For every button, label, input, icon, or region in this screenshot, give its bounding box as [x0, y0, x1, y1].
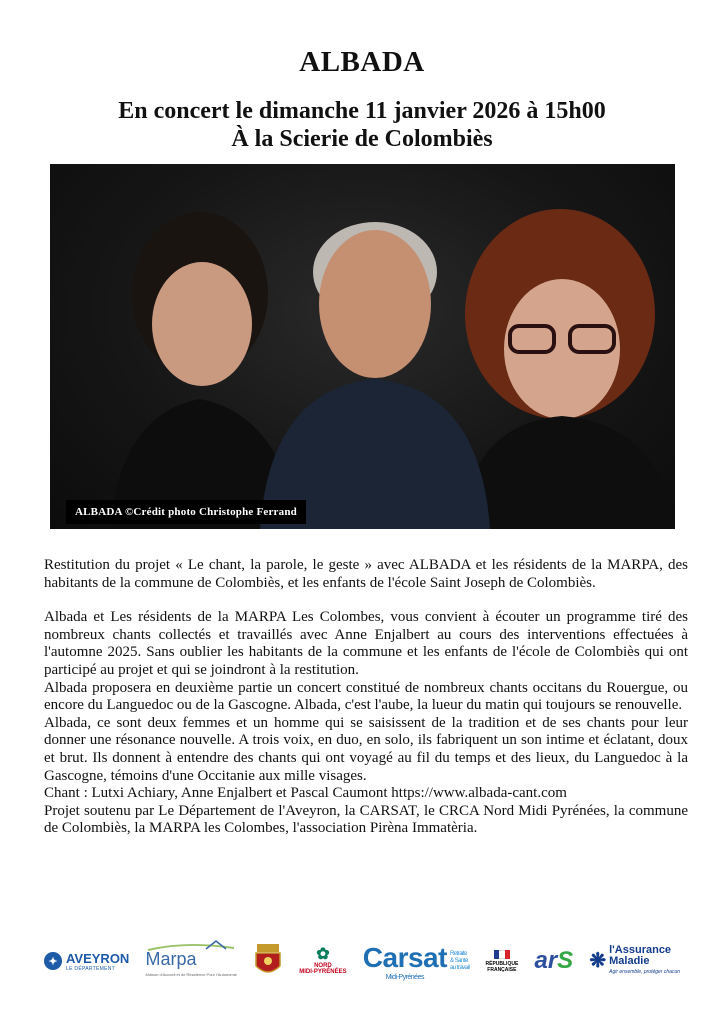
- event-venue: À la Scierie de Colombiès: [231, 126, 493, 152]
- paragraph-concert: Albada proposera en deuxième partie un concert constitué de nombreux chants occitans du Rouergue, ou encore du Languedoc ou de la Gascogne. Albada, c'est l'aube, la lueur du matin qui toujours se renouvelle.: [44, 679, 688, 714]
- carsat-logo: [363, 942, 470, 981]
- carsat-side-3: au travail: [449, 964, 470, 971]
- aveyron-logo: [44, 951, 129, 972]
- paragraph-restitution: Restitution du projet « Le chant, la parole, le geste » avec ALBADA et les résidents de la MARPA, des habitants de la commune de Colombiès, et les enfants de l'école Saint Joseph de Colombiès.: [44, 557, 688, 591]
- paragraph-description: Albada, ce sont deux femmes et un homme qui se saisissent de la tradition et de ses chants pour leur donner une résonance nouvelle. A trois voix, en duo, en solo, ils fabriquent un son intime et éclatant, doux et brut. Ils donnent à entendre des chants qui ont voyagé au fil du temps et des lieux, du Languedoc à la Gascogne, témoins d'une Occitanie aux mille visages.: [44, 714, 688, 784]
- rf-line2: FRANÇAISE: [487, 966, 517, 973]
- carsat-label: Carsat: [362, 941, 447, 973]
- marpa-tagline: Maison d'Accueil et de Résidence Pour l'Autonomie: [145, 972, 237, 977]
- rf-line1: RÉPUBLIQUE: [485, 960, 519, 967]
- ars-label: ar: [534, 947, 558, 974]
- paragraph-sponsors: Projet soutenu par Le Département de l'Aveyron, la CARSAT, le CRCA Nord Midi Pyrénées, la commune de Colombiès, la MARPA les Colombes, l'association Pirèna Immatèria.: [44, 802, 688, 837]
- group-photo: [50, 164, 675, 529]
- ars-logo: [534, 947, 573, 975]
- marpa-label: Marpa: [145, 949, 197, 969]
- event-subtitle: [0, 97, 724, 153]
- article-body: [44, 557, 688, 838]
- credit-agricole-logo: [299, 947, 346, 975]
- paragraph-programme: Albada et Les résidents de la MARPA Les Colombes, vous convient à écouter un programme tiré des nombreux chants collectés et travaillés avec Anne Enjalbert au cours des interventions effectuées à l'automne 2025. Sans oublier les habitants de la commune et les enfants de l'école de Colombiès qui ont participé au projet et qui se joindront à la restitution.: [44, 609, 688, 678]
- am-line1: l'Assurance: [609, 943, 672, 956]
- aveyron-mark-icon: ✦: [44, 952, 62, 970]
- ca-line1: NORD: [314, 963, 332, 969]
- french-flag-icon: [494, 950, 510, 959]
- am-tagline: Agir ensemble, protéger chacun: [609, 968, 680, 975]
- colombies-crest-logo: [253, 944, 283, 978]
- event-title: ALBADA: [299, 46, 425, 78]
- carsat-region: Midi-Pyrénées: [385, 973, 424, 981]
- credit-agricole-icon: ✿: [316, 946, 330, 963]
- marpa-logo: [146, 939, 237, 983]
- event-date: En concert le dimanche 11 janvier 2026 à 15h00: [118, 98, 606, 124]
- ca-line2: MIDI-PYRÉNÉES: [299, 969, 347, 975]
- aveyron-label: AVEYRON: [66, 950, 130, 966]
- carsat-side-2: & Santé: [449, 957, 468, 964]
- republique-francaise-logo: [486, 950, 519, 973]
- group-photo-illustration: [50, 164, 675, 529]
- photo-caption: ALBADA ©Crédit photo Christophe Ferrand: [66, 500, 306, 524]
- crest-icon: [253, 944, 283, 978]
- carsat-side-1: Retraite: [449, 950, 467, 957]
- am-line2: Maladie: [609, 954, 650, 967]
- ars-s-label: S: [557, 947, 574, 974]
- assurance-maladie-logo: [589, 945, 680, 978]
- aveyron-sub-label: LE DÉPARTEMENT: [66, 965, 116, 972]
- sponsor-logos: [44, 938, 680, 984]
- paragraph-gap: [44, 592, 688, 609]
- paragraph-singers: Chant : Lutxi Achiary, Anne Enjalbert et Pascal Caumont https://www.albada-cant.com: [44, 785, 567, 802]
- assurance-maladie-icon: ❋: [589, 949, 607, 972]
